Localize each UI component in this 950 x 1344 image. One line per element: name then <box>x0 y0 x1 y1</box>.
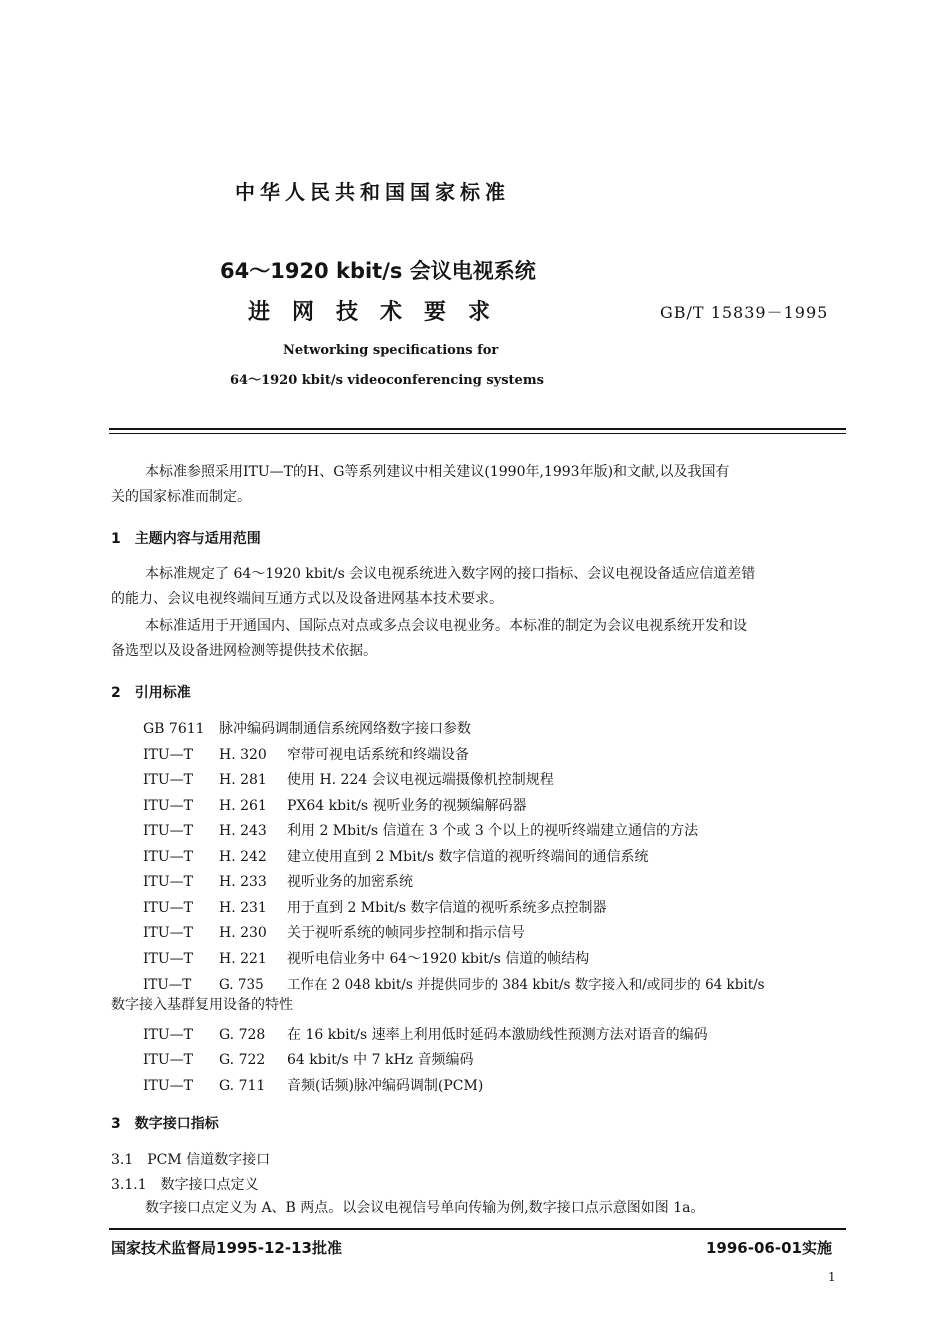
reference-org: ITU—T <box>143 1052 194 1068</box>
english-title-line-2: 64～1920 kbit/s videoconferencing systems <box>230 373 544 388</box>
title-line-1: 64～1920 kbit/s 会议电视系统 <box>220 259 536 283</box>
section-1-paragraph-2-line-1: 本标准适用于开通国内、国际点对点或多点会议电视业务。本标准的制定为会议电视系统开发和设 <box>145 618 747 634</box>
reference-code: G. 722 <box>219 1052 266 1068</box>
section-1-paragraph-1-line-1: 本标准规定了 64～1920 kbit/s 会议电视系统进入数字网的接口指标、会议电视设备适应信道差错 <box>145 566 756 582</box>
standard-number: GB/T 15839－1995 <box>660 303 829 322</box>
reference-row <box>143 744 469 764</box>
reference-row <box>143 1049 474 1069</box>
reference-row <box>143 718 471 738</box>
reference-row <box>143 846 649 866</box>
footer-divider <box>109 1228 846 1230</box>
reference-row <box>143 820 698 840</box>
reference-row <box>143 948 589 968</box>
reference-row <box>143 769 554 789</box>
reference-code: G. 735 <box>219 977 264 993</box>
reference-title: 利用 2 Mbit/s 信道在 3 个或 3 个以上的视听终端建立通信的方法 <box>287 823 699 839</box>
reference-title: 视听电信业务中 64～1920 kbit/s 信道的帧结构 <box>287 951 590 967</box>
reference-org: ITU—T <box>143 951 194 967</box>
reference-code: H. 231 <box>219 900 267 916</box>
reference-code: H. 281 <box>219 772 267 788</box>
reference-code: H. 261 <box>219 798 267 814</box>
reference-row <box>143 1075 483 1095</box>
reference-code: H. 233 <box>219 874 267 890</box>
reference-org: ITU—T <box>143 798 194 814</box>
reference-org: ITU—T <box>143 772 194 788</box>
reference-title: 用于直到 2 Mbit/s 数字信道的视听系统多点控制器 <box>287 900 607 916</box>
implementation-date: 1996-06-01实施 <box>706 1239 832 1257</box>
header-divider-thick <box>109 428 846 430</box>
reference-title: 64 kbit/s 中 7 kHz 音频编码 <box>287 1052 474 1068</box>
reference-org: ITU—T <box>143 823 194 839</box>
reference-code: H. 242 <box>219 849 267 865</box>
reference-org: ITU—T <box>143 977 192 993</box>
section-1-paragraph-1-line-2: 的能力、会议电视终端间互通方式以及设备进网基本技术要求。 <box>111 591 503 607</box>
reference-org: ITU—T <box>143 849 194 865</box>
approval-date: 国家技术监督局1995-12-13批准 <box>111 1239 342 1257</box>
reference-code: H. 230 <box>219 925 267 941</box>
title-line-2: 进网技术要求 <box>248 300 513 325</box>
section-3-1-1-text: 数字接口点定义为 A、B 两点。以会议电视信号单向传输为例,数字接口点示意图如图 1a。 <box>145 1200 705 1216</box>
section-3-1-1-heading: 3.1.1 数字接口点定义 <box>111 1177 259 1193</box>
reference-code: G. 728 <box>219 1027 266 1043</box>
intro-line-1: 本标准参照采用ITU—T的H、G等系列建议中相关建议(1990年,1993年版)和文献,以及我国有 <box>145 464 730 480</box>
reference-code: H. 320 <box>219 747 267 763</box>
reference-title: 工作在 2 048 kbit/s 并提供同步的 384 kbit/s 数字接入和/或同步的 64 kbit/s <box>287 977 765 993</box>
section-1-paragraph-2-line-2: 备选型以及设备进网检测等提供技术依据。 <box>111 643 377 659</box>
section-3-1-heading: 3.1 PCM 信道数字接口 <box>111 1152 271 1168</box>
section-2-heading: 2 引用标准 <box>111 685 191 701</box>
reference-org: GB 7611 <box>143 721 205 737</box>
section-1-heading: 1 主题内容与适用范围 <box>111 531 261 547</box>
reference-row <box>143 897 607 917</box>
intro-line-2: 关的国家标准而制定。 <box>111 489 251 505</box>
reference-title: 窄带可视电话系统和终端设备 <box>287 747 469 763</box>
reference-row <box>143 1024 708 1044</box>
reference-title: 视听业务的加密系统 <box>287 874 413 890</box>
reference-row <box>143 922 525 942</box>
reference-title: 脉冲编码调制通信系统网络数字接口参数 <box>219 721 471 737</box>
reference-code: H. 221 <box>219 951 267 967</box>
reference-title: 使用 H. 224 会议电视远端摄像机控制规程 <box>287 772 554 788</box>
page-number: 1 <box>828 1270 836 1284</box>
reference-org: ITU—T <box>143 1078 194 1094</box>
english-title-line-1: Networking specifications for <box>283 343 499 358</box>
reference-row <box>143 795 527 815</box>
reference-title: 在 16 kbit/s 速率上利用低时延码本激励线性预测方法对语音的编码 <box>287 1027 708 1043</box>
reference-title: 音频(话频)脉冲编码调制(PCM) <box>287 1078 484 1094</box>
reference-code: H. 243 <box>219 823 267 839</box>
reference-row <box>143 871 413 891</box>
reference-org: ITU—T <box>143 925 194 941</box>
reference-title: 关于视听系统的帧同步控制和指示信号 <box>287 925 525 941</box>
reference-org: ITU—T <box>143 747 194 763</box>
national-standard-header: 中华人民共和国国家标准 <box>235 180 510 204</box>
section-3-heading: 3 数字接口指标 <box>111 1116 219 1132</box>
reference-row <box>143 973 765 993</box>
reference-org: ITU—T <box>143 1027 194 1043</box>
reference-title: PX64 kbit/s 视听业务的视频编解码器 <box>287 798 527 814</box>
reference-org: ITU—T <box>143 874 194 890</box>
reference-title: 建立使用直到 2 Mbit/s 数字信道的视听终端间的通信系统 <box>287 849 649 865</box>
reference-code: G. 711 <box>219 1078 266 1094</box>
reference-org: ITU—T <box>143 900 194 916</box>
reference-continuation: 数字接入基群复用设备的特性 <box>111 997 293 1013</box>
header-divider-thin <box>109 433 846 434</box>
